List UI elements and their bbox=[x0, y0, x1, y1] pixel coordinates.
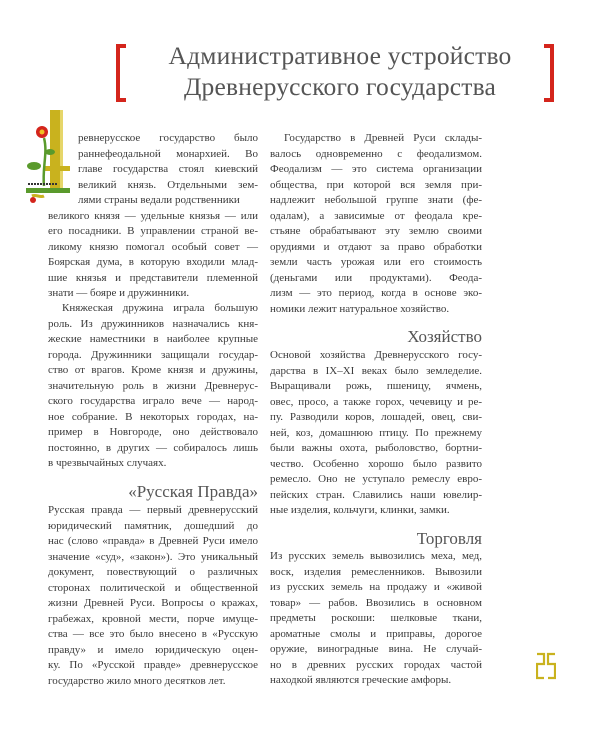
text-line: орудиями и отдают за право обработки bbox=[270, 240, 482, 253]
section-heading-trade: Торговля bbox=[416, 529, 482, 548]
text-line: Феодализм — это система организации bbox=[270, 163, 482, 175]
text-line: раннефеодальной монархией. Во bbox=[78, 147, 258, 160]
text-line: ней, коз, домашнюю птицу. По прежнему bbox=[270, 426, 482, 439]
text-line: ликому князю помогал особый совет — bbox=[48, 240, 258, 253]
text-line: товар» — рабов. Ввозились в основном bbox=[270, 596, 482, 609]
text-line: шие князья и представители племенной bbox=[48, 271, 258, 284]
title-bracket-right bbox=[544, 44, 554, 102]
intro-paragraph bbox=[48, 209, 258, 302]
text-line: находкой являются греческие амфоры. bbox=[270, 674, 452, 686]
text-line: нас (слово «правда» в Древней Руси имело bbox=[48, 535, 258, 547]
text-line: ского государства играло вече — народ- bbox=[48, 395, 258, 407]
text-line: общества, при которой вся земля при- bbox=[270, 178, 482, 191]
text-line: сторонах политической и общественной bbox=[48, 581, 258, 594]
text-line: Государство в Древней Руси склады- bbox=[284, 132, 482, 144]
text-line: жизни Древней Руси. Вопросы о кражах, bbox=[48, 597, 258, 609]
text-line: лями страны ведали родственники bbox=[78, 194, 240, 206]
text-line: документ, повествующий о различных bbox=[48, 566, 258, 578]
text-line: но в древних русских городах частой bbox=[270, 658, 482, 671]
text-line: правду» и имело юридическую оцен- bbox=[48, 643, 258, 656]
text-line: одалам), а зависимые от феодала кре- bbox=[270, 209, 482, 222]
text-line: ные изделия, кольчуги, клинки, замки. bbox=[270, 504, 450, 516]
text-line: государство жило много десятков лет. bbox=[48, 674, 226, 687]
text-line: ревнерусское государство было bbox=[78, 132, 258, 144]
page-title bbox=[140, 40, 540, 102]
text-line: великий князь. Отдельными зем- bbox=[78, 178, 258, 191]
text-line: Выращивали рожь, пшеницу, ячмень, bbox=[270, 380, 482, 392]
text-line: великого князя — удельные князья — или bbox=[48, 209, 258, 222]
text-line: лизм — это период, когда в основе эко- bbox=[270, 287, 482, 299]
text-line: пример в Новгороде, оно действовало bbox=[48, 426, 258, 438]
text-line: земли часть урожая или его стоимость bbox=[270, 256, 482, 268]
text-line: овес, просо, а также горох, чечевицу и ре- bbox=[270, 395, 482, 408]
text-line: знати — бояре и дружинники. bbox=[48, 287, 190, 299]
text-line: ремесло. Оно не уступало ремеслу евро- bbox=[270, 473, 482, 485]
section-heading-russkaya-pravda: «Русская Правда» bbox=[128, 482, 258, 501]
text-line: дарства в IX–XI веках было земледелие. bbox=[270, 364, 482, 377]
text-line: жеские наместники в наиболее крупные bbox=[48, 333, 258, 345]
text-line: ароматные смолы и приправы, дорогое bbox=[270, 627, 482, 640]
text-line: предметы роскоши: шелковые ткани, bbox=[270, 612, 482, 624]
section-heading-economy: Хозяйство bbox=[407, 327, 482, 346]
text-line: значительную роль в жизни Древнерус- bbox=[48, 379, 258, 392]
text-line: из русских земель на продажу и «живой bbox=[270, 581, 482, 593]
text-line: ку. По «Русской правде» древнерусское bbox=[48, 659, 258, 671]
text-line: номики лежит натуральное хозяйство. bbox=[270, 302, 450, 315]
text-line: юридический памятник, дошедший до bbox=[48, 519, 258, 532]
text-line: значение «суд», «закон»). Это уникальный bbox=[48, 550, 258, 563]
text-line: Княжеская дружина играла большую bbox=[62, 302, 258, 314]
text-line: города. Дружинники защищали государ- bbox=[48, 348, 258, 361]
text-line: Боярская дума, в которую входили млад- bbox=[48, 256, 258, 268]
title-bracket-left bbox=[116, 44, 126, 102]
text-line: чество. Особенно хорошо было развито bbox=[270, 457, 482, 470]
trade-paragraph bbox=[270, 549, 482, 689]
text-line: стьяне обрабатывают эту землю своими bbox=[270, 225, 482, 237]
intro-paragraph-capped bbox=[78, 131, 258, 209]
text-line: Из русских земель вывозились меха, мед, bbox=[270, 550, 482, 562]
text-line: в чрезвычайных случаях. bbox=[48, 457, 167, 469]
feudalism-paragraph bbox=[270, 131, 482, 317]
text-line: ство от врагов. Кроме князя и дружины, bbox=[48, 364, 258, 376]
text-line: оружие, виноградные вина. Не случай- bbox=[270, 643, 482, 655]
title-line: Древнерусского государства bbox=[183, 72, 497, 101]
text-line: надлежит небольшой группе знати (фе- bbox=[270, 194, 482, 206]
page-number-glyph-icon bbox=[536, 650, 556, 680]
text-line: были важны охота, рыболовство, бортни- bbox=[270, 442, 482, 454]
text-line: валось одновременно с феодализмом. bbox=[270, 147, 482, 160]
text-line: пу. Разводили коров, лошадей, овец, сви- bbox=[270, 411, 482, 423]
text-line: ное собрание. В некоторых городах, на- bbox=[48, 410, 258, 423]
drop-cap-ornament-icon bbox=[22, 108, 72, 208]
title-line: Административное устройство bbox=[168, 41, 512, 70]
text-line: его посадники. В управлении страной ве- bbox=[48, 225, 258, 237]
druzhina-paragraph bbox=[48, 301, 258, 472]
russkaya-pravda-paragraph bbox=[48, 503, 258, 689]
economy-paragraph bbox=[270, 348, 482, 519]
text-line: главе государства стоял киевский bbox=[78, 163, 258, 175]
page-number bbox=[536, 650, 556, 685]
text-line: (деньгами или продуктами). Феода- bbox=[270, 271, 482, 284]
text-line: воск, изделия ремесленников. Вывозили bbox=[270, 565, 482, 578]
text-line: грабежах, кровной мести, порче имуще- bbox=[48, 612, 258, 625]
text-line: роль. Из дружинников назначались кня- bbox=[48, 317, 258, 330]
text-line: постоянно, в других — собиралось лишь bbox=[48, 441, 258, 454]
text-line: Русская правда — первый древнерусский bbox=[48, 504, 258, 516]
text-line: пейских стран. Славились наши ювелир- bbox=[270, 488, 482, 501]
text-line: Основой хозяйства Древнерусского госу- bbox=[270, 349, 482, 361]
text-line: ства — все это было внесено в «Русскую bbox=[48, 628, 258, 640]
